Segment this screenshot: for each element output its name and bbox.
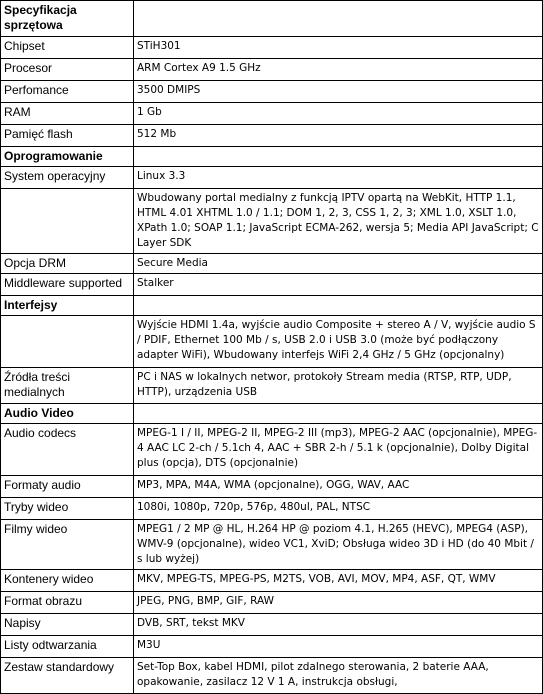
row-label [1, 316, 134, 368]
row-value: 1080i, 1080p, 720p, 576p, 480ul, PAL, NTSC [134, 498, 543, 520]
table-row [1, 254, 543, 274]
table-row [1, 103, 543, 125]
table-row [1, 274, 543, 296]
row-value: M3U [134, 636, 543, 658]
row-value: Secure Media [134, 254, 543, 274]
row-value: MP3, MPA, M4A, WMA (opcjonalne), OGG, WAV, AAC [134, 476, 543, 498]
row-label: Format obrazu [1, 592, 134, 614]
section-title-hardware: Specyfikacja sprzętowa [1, 1, 134, 37]
row-value: MPEG-1 I / II, MPEG-2 II, MPEG-2 III (mp3), MPEG-2 AAC (opcjonalnie), MPEG-4 AAC LC 2-ch / 5.1ch 4, AAC + SBR 2-h / 5.1 k (opcjonalnie), Dolby Digital plus (opcja), DTS (opcjonalnie) [134, 424, 543, 476]
section-row-interfaces [1, 296, 543, 316]
section-title-software: Oprogramowanie [1, 147, 134, 167]
table-row [1, 368, 543, 404]
table-row [1, 592, 543, 614]
row-label: Zestaw standardowy [1, 658, 134, 694]
row-value: ARM Cortex A9 1.5 GHz [134, 59, 543, 81]
row-value: Stalker [134, 274, 543, 296]
row-value: Set-Top Box, kabel HDMI, pilot zdalnego sterowania, 2 baterie AAA, opakowanie, zasilacz 12 V 1 A, instrukcja obsługi, [134, 658, 543, 694]
table-row [1, 658, 543, 694]
section-row-software [1, 147, 543, 167]
table-row [1, 570, 543, 592]
table-row [1, 37, 543, 59]
row-value: Linux 3.3 [134, 167, 543, 189]
row-label: Tryby wideo [1, 498, 134, 520]
empty-cell [134, 1, 543, 37]
row-label: Filmy wideo [1, 520, 134, 570]
row-value: Wyjście HDMI 1.4a, wyjście audio Composite + stereo A / V, wyjście audio S / PDIF, Ethernet 100 Mb / s, USB 2.0 i USB 3.0 (może być podłączony adapter WiFi), Wbudowany interfejs WiFi 2,4 GHz / 5 GHz (opcjonalny) [134, 316, 543, 368]
section-title-interfaces: Interfejsy [1, 296, 134, 316]
table-row [1, 167, 543, 189]
section-row-audio-video [1, 404, 543, 424]
row-value: 3500 DMIPS [134, 81, 543, 103]
table-row [1, 476, 543, 498]
row-value: 1 Gb [134, 103, 543, 125]
table-row [1, 59, 543, 81]
table-row [1, 520, 543, 570]
row-label: Procesor [1, 59, 134, 81]
table-row [1, 189, 543, 254]
row-value: MPEG1 / 2 MP @ HL, H.264 HP @ poziom 4.1, H.265 (HEVC), MPEG4 (ASP), WMV-9 (opcjonalne), wideo VC1, XviD; Obsługa wideo 3D i HD (do 40 Mbit / s lub wyżej) [134, 520, 543, 570]
row-label: Audio codecs [1, 424, 134, 476]
row-label: Opcja DRM [1, 254, 134, 274]
table-row [1, 81, 543, 103]
row-label: Formaty audio [1, 476, 134, 498]
row-value: 512 Mb [134, 125, 543, 147]
row-label: Chipset [1, 37, 134, 59]
table-row [1, 316, 543, 368]
row-value: JPEG, PNG, BMP, GIF, RAW [134, 592, 543, 614]
table-row [1, 498, 543, 520]
row-label [1, 189, 134, 254]
table-row [1, 125, 543, 147]
row-label: System operacyjny [1, 167, 134, 189]
empty-cell [134, 147, 543, 167]
row-value: DVB, SRT, tekst MKV [134, 614, 543, 636]
row-label: Kontenery wideo [1, 570, 134, 592]
empty-cell [134, 404, 543, 424]
row-label: Źródła treści medialnych [1, 368, 134, 404]
table-row [1, 424, 543, 476]
row-value: PC i NAS w lokalnych networ, protokoły Stream media (RTSP, RTP, UDP, HTTP), urządzenia USB [134, 368, 543, 404]
row-label: Listy odtwarzania [1, 636, 134, 658]
row-label: Middleware supported [1, 274, 134, 296]
row-label: Perfomance [1, 81, 134, 103]
row-label: RAM [1, 103, 134, 125]
empty-cell [134, 296, 543, 316]
row-value: STiH301 [134, 37, 543, 59]
row-label: Pamięć flash [1, 125, 134, 147]
table-row [1, 614, 543, 636]
row-label: Napisy [1, 614, 134, 636]
section-row-hardware [1, 1, 543, 37]
table-row [1, 636, 543, 658]
row-value: Wbudowany portal medialny z funkcją IPTV opartą na WebKit, HTTP 1.1, HTML 4.01 XHTML 1.0 / 1.1; DOM 1, 2, 3, CSS 1, 2, 3; XML 1.0, XSLT 1.0, XPath 1.0; SOAP 1.1; JavaScript ECMA-262, wersja 5; Media API JavaScript; C Layer SDK [134, 189, 543, 254]
row-value: MKV, MPEG-TS, MPEG-PS, M2TS, VOB, AVI, MOV, MP4, ASF, QT, WMV [134, 570, 543, 592]
section-title-audio-video: Audio Video [1, 404, 134, 424]
